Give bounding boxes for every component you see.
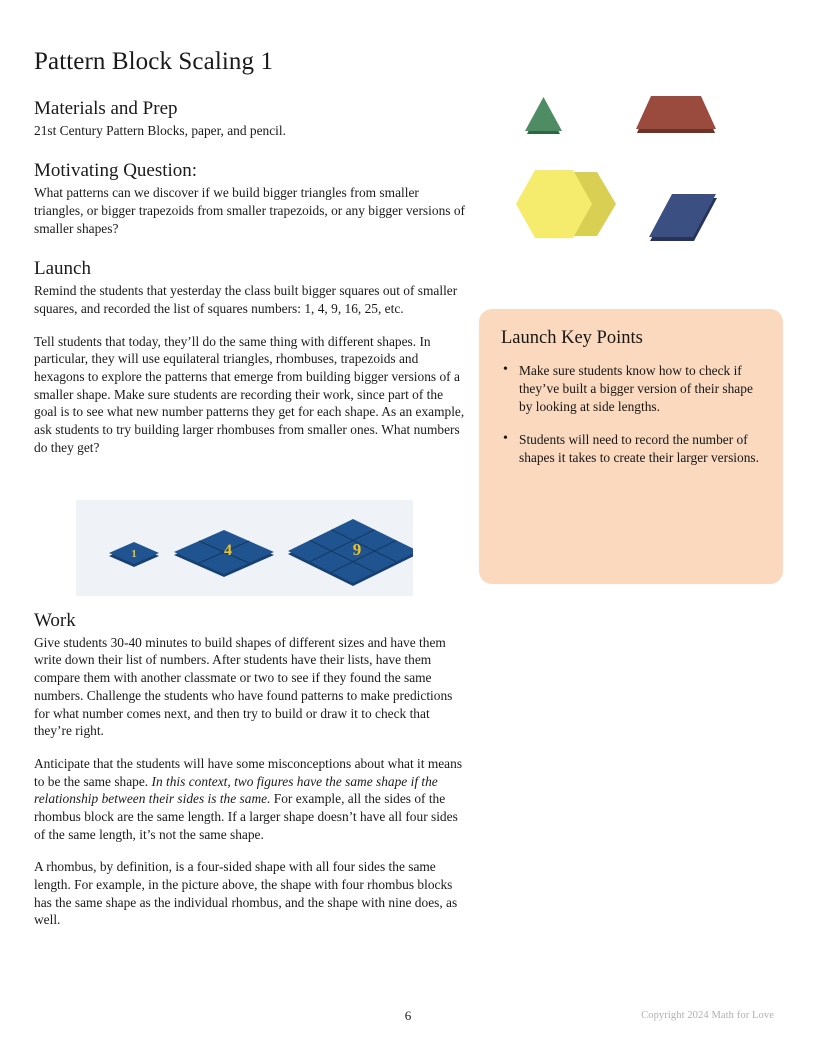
work-paragraph-2 bbox=[34, 755, 468, 843]
spacer bbox=[34, 139, 468, 160]
work-p2-part2: For example, all the sides of the rhombus block are the same length. If a larger shape doesn’t have all four sides of the same length, it’s not the same shape. bbox=[34, 791, 458, 842]
motivating-question-body: What patterns can we discover if we build bigger triangles from smaller triangles, or bigger trapezoids from smaller trapezoids, or any bigger versions of smaller shapes? bbox=[34, 185, 465, 236]
rhombus-count-label-4: 4 bbox=[224, 542, 232, 559]
section-heading-motivating-question: Motivating Question: bbox=[34, 160, 198, 182]
spacer bbox=[34, 740, 468, 755]
pattern-blocks-illustration bbox=[500, 74, 753, 273]
launch-paragraph-2: Tell students that today, they’ll do the same thing with different shapes. In particular, they will use equilateral triangles, rhombuses, trapezoids and hexagons to explore the patterns that emerge from building bigger versions of a smaller shape. Make sure students are recording their work, since part of the goal is to see what new number patterns they get for each shape. As an example, ask students to try building larger rhombuses from smaller ones. What numbers do they get? bbox=[34, 333, 465, 455]
key-point-text: Make sure students know how to check if they’ve built a bigger version of their shape by looking at side lengths. bbox=[519, 363, 753, 414]
rhombus-count-label-1: 1 bbox=[131, 548, 137, 560]
rhombus-scaling-illustration bbox=[76, 500, 413, 596]
work-paragraph-3: A rhombus, by definition, is a four-sided shape with all four sides the same length. For example, in the picture above, the shape with four rhombus blocks has the same shape as the individual rhombus, and the shape with nine does, as well. bbox=[34, 859, 458, 928]
page-number: 6 bbox=[404, 1008, 412, 1023]
bullet-icon: • bbox=[503, 362, 508, 378]
work-paragraph-1: Give students 30-40 minutes to build shapes of different sizes and have them write down their list of numbers. After students have their lists, have them compare them with another classmate or two to see if they found the same numbers. Challenge the students who have found patterns to make predictions for what number comes next, and then try to build or draw it to check that they’re right. bbox=[34, 634, 453, 739]
yellow-hexagon-icon bbox=[516, 170, 616, 238]
work-p2-italic: In this context, two figures have the same shape if the relationship between their sides is the same. bbox=[34, 773, 438, 807]
section-heading-work: Work bbox=[34, 610, 76, 631]
pattern-blocks-photo bbox=[500, 74, 753, 273]
work-p2-part1: Anticipate that the students will have some misconceptions about what it means to be the same shape. bbox=[34, 755, 463, 789]
spacer bbox=[34, 843, 468, 858]
key-point-item bbox=[499, 431, 763, 467]
launch-paragraph-1: Remind the students that yesterday the class built bigger squares out of smaller squares, and recorded the list of squares numbers: 1, 4, 9, 16, 25, etc. bbox=[34, 283, 458, 316]
copyright-notice: Copyright 2024 Math for Love bbox=[641, 1010, 774, 1021]
rhombus-scaling-figure bbox=[76, 500, 413, 596]
callout-title: Launch Key Points bbox=[501, 328, 643, 348]
page-title: Pattern Block Scaling 1 bbox=[34, 48, 274, 75]
key-point-item bbox=[499, 362, 763, 415]
section-heading-materials: Materials and Prep bbox=[34, 98, 178, 119]
launch-key-points-callout bbox=[479, 309, 783, 584]
main-content-column bbox=[34, 48, 468, 456]
spacer bbox=[34, 318, 468, 333]
bullet-icon: • bbox=[503, 430, 508, 446]
section-heading-launch: Launch bbox=[34, 258, 91, 280]
work-section bbox=[34, 610, 468, 929]
key-points-list bbox=[499, 362, 763, 466]
rhombus-count-label-9: 9 bbox=[352, 540, 362, 559]
key-point-text: Students will need to record the number of shapes it takes to create their larger versions. bbox=[519, 431, 759, 465]
spacer bbox=[34, 237, 468, 258]
materials-body: 21st Century Pattern Blocks, paper, and pencil. bbox=[34, 122, 286, 138]
